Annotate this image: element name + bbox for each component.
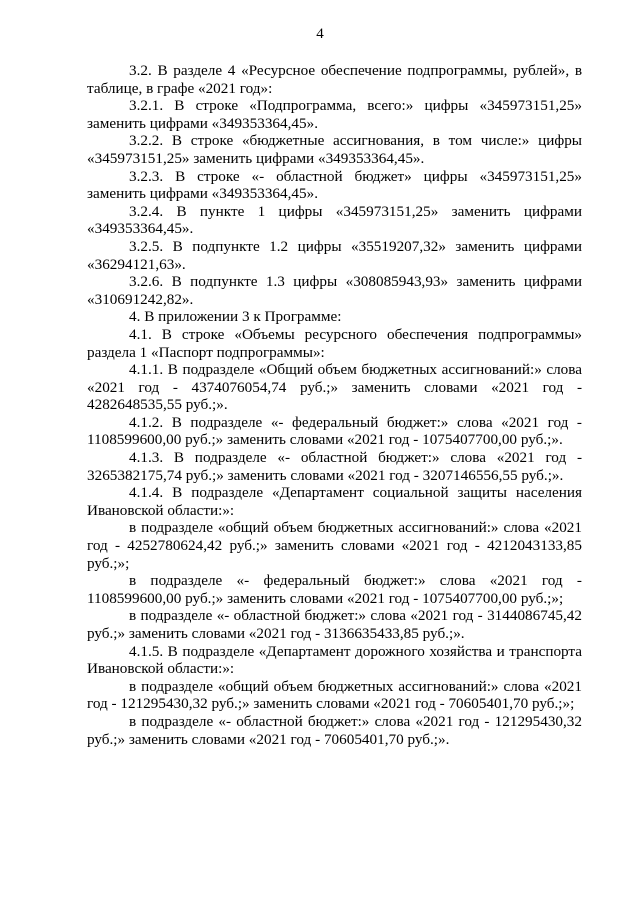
paragraph: 4.1.3. В подразделе «- областной бюджет:» слова «2021 год - 3265382175,74 руб.;» заменить словами «2021 год - 3207146556,55 руб.;». [87,449,582,484]
paragraph: 4.1.1. В подразделе «Общий объем бюджетных ассигнований:» слова «2021 год - 4374076054,74 руб.;» заменить словами «2021 год - 4282648535,55 руб.;». [87,361,582,414]
paragraph: 3.2.6. В подпункте 1.3 цифры «308085943,93» заменить цифрами «310691242,82». [87,273,582,308]
paragraph: 4. В приложении 3 к Программе: [129,308,342,326]
paragraph: в подразделе «общий объем бюджетных ассигнований:» слова «2021 год - 4252780624,42 руб.;» заменить словами «2021 год - 4212043133,85 руб.;»; [87,519,582,572]
page-number: 4 [316,26,324,42]
paragraph: 4.1. В строке «Объемы ресурсного обеспечения подпрограммы» раздела 1 «Паспорт подпрограммы»: [87,325,582,361]
document-body [87,62,582,748]
paragraph: 3.2.4. В пункте 1 цифры «345973151,25» заменить цифрами «349353364,45». [87,202,582,238]
paragraph: в подразделе «общий объем бюджетных ассигнований:» слова «2021 год - 121295430,32 руб.;» заменить словами «2021 год - 70605401,70 руб.;»; [87,677,582,713]
paragraph: 3.2.2. В строке «бюджетные ассигнования, в том числе:» цифры «345973151,25» заменить цифрами «349353364,45». [87,132,582,167]
paragraph: 3.2. В разделе 4 «Ресурсное обеспечение подпрограммы, рублей», в таблице, в графе «2021 год»: [87,62,582,97]
paragraph: 4.1.2. В подразделе «- федеральный бюджет:» слова «2021 год - 1108599600,00 руб.;» заменить словами «2021 год - 1075407700,00 руб.;». [87,413,582,449]
paragraph: 4.1.5. В подразделе «Департамент дорожного хозяйства и транспорта Ивановской области:»: [87,642,582,678]
paragraph: 4.1.4. В подразделе «Департамент социальной защиты населения Ивановской области:»: [87,484,582,519]
paragraph: 3.2.5. В подпункте 1.2 цифры «35519207,32» заменить цифрами «36294121,63». [87,237,582,273]
paragraph: в подразделе «- федеральный бюджет:» слова «2021 год - 1108599600,00 руб.;» заменить словами «2021 год - 1075407700,00 руб.;»; [87,572,582,607]
paragraph: в подразделе «- областной бюджет:» слова «2021 год - 3144086745,42 руб.;» заменить словами «2021 год - 3136635433,85 руб.;». [87,607,582,642]
paragraph: в подразделе «- областной бюджет:» слова «2021 год - 121295430,32 руб.;» заменить словами «2021 год - 70605401,70 руб.;». [87,712,582,748]
paragraph: 3.2.1. В строке «Подпрограмма, всего:» цифры «345973151,25» заменить цифрами «349353364,45». [87,97,582,132]
paragraph: 3.2.3. В строке «- областной бюджет» цифры «345973151,25» заменить цифрами «349353364,45». [87,167,582,203]
